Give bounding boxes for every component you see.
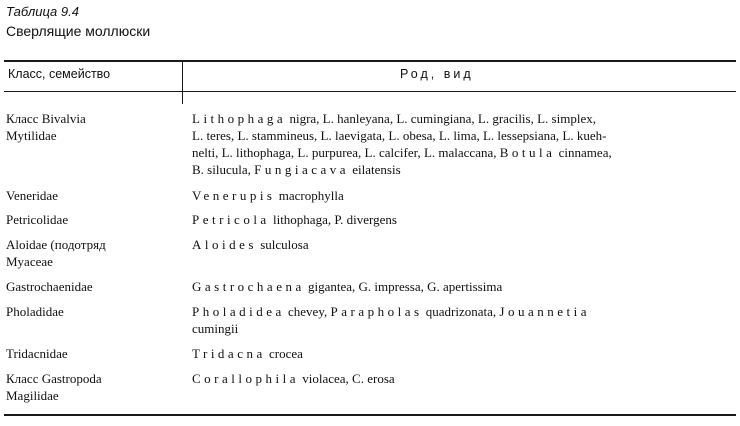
- row-species: [192, 236, 732, 253]
- family-name: Gastrochaenidae: [6, 279, 93, 294]
- family-name: Aloidae (подотряд: [6, 237, 106, 252]
- species-text: sulculosa: [256, 237, 309, 252]
- species-text: chevey,: [284, 304, 331, 319]
- table-top-rule: [4, 60, 736, 62]
- family-name-continued: Myaceae: [6, 254, 53, 269]
- genus-name: Fungiacava: [254, 162, 350, 177]
- species-text: crocea: [265, 346, 303, 361]
- species-text: quadrizonata,: [422, 304, 500, 319]
- species-text: violacea, C. erosa: [299, 371, 395, 386]
- genus-name: Corallophila: [192, 371, 299, 386]
- species-text: lithophaga, P. divergens: [269, 212, 397, 227]
- table-title: Сверлящие моллюски: [6, 23, 151, 39]
- genus-name: Pholadidea: [192, 304, 285, 319]
- species-text: nelti, L. lithophaga, L. purpurea, L. calcifer, L. malaccana,: [192, 145, 500, 160]
- family-name: Petricolidae: [6, 212, 69, 227]
- family-name: Pholadidae: [6, 304, 64, 319]
- genus-name: Lithophaga: [192, 111, 287, 126]
- row-species: [192, 303, 732, 337]
- species-text: nigra, L. hanleyana, L. cumingiana, L. gracilis, L. simplex,: [286, 111, 596, 126]
- family-name: Tridacnidae: [6, 346, 68, 361]
- genus-name: Petricola: [192, 212, 270, 227]
- header-class-family: Класс, семейство: [8, 67, 111, 81]
- genus-name: Venerupis: [192, 188, 276, 203]
- header-column-divider: [182, 62, 183, 91]
- family-name: Mytilidae: [6, 128, 57, 143]
- species-text: eilatensis: [349, 162, 401, 177]
- genus-name: Botula: [499, 145, 556, 160]
- row-species: [192, 345, 732, 362]
- table-number: Таблица 9.4: [6, 4, 79, 19]
- species-text: cumingii: [192, 321, 239, 336]
- row-species: [192, 187, 732, 204]
- table-caption: [6, 4, 150, 39]
- header-genus-species: Род, вид: [400, 67, 474, 81]
- species-text: macrophylla: [275, 188, 344, 203]
- class-name: Класс Gastropoda: [6, 371, 102, 386]
- species-text: gigantea, G. impressa, G. apertissima: [304, 279, 503, 294]
- header-bottom-rule: [4, 91, 736, 92]
- genus-name: Gastrochaena: [192, 279, 305, 294]
- row-label: [6, 370, 182, 404]
- class-name: Класс Bivalvia: [6, 111, 86, 126]
- column-divider-tick: [182, 92, 183, 104]
- family-name: Magilidae: [6, 388, 59, 403]
- row-species: [192, 110, 732, 178]
- species-text: L. teres, L. stammineus, L. laevigata, L. obesa, L. lima, L. lessepsiana, L. kueh-: [192, 128, 607, 143]
- genus-name: Parapholas: [330, 304, 423, 319]
- row-species: [192, 278, 732, 295]
- genus-name: Tridacna: [192, 346, 266, 361]
- genus-name: Aloides: [192, 237, 257, 252]
- species-text: B. silucula,: [192, 162, 255, 177]
- row-species: [192, 211, 732, 228]
- row-species: [192, 370, 732, 387]
- family-name: Veneridae: [6, 188, 58, 203]
- row-label: [6, 110, 182, 144]
- row-label: [6, 236, 182, 270]
- genus-name: Jouannetia: [499, 304, 591, 319]
- table-bottom-rule: [4, 414, 736, 416]
- species-text: cinnamea,: [555, 145, 612, 160]
